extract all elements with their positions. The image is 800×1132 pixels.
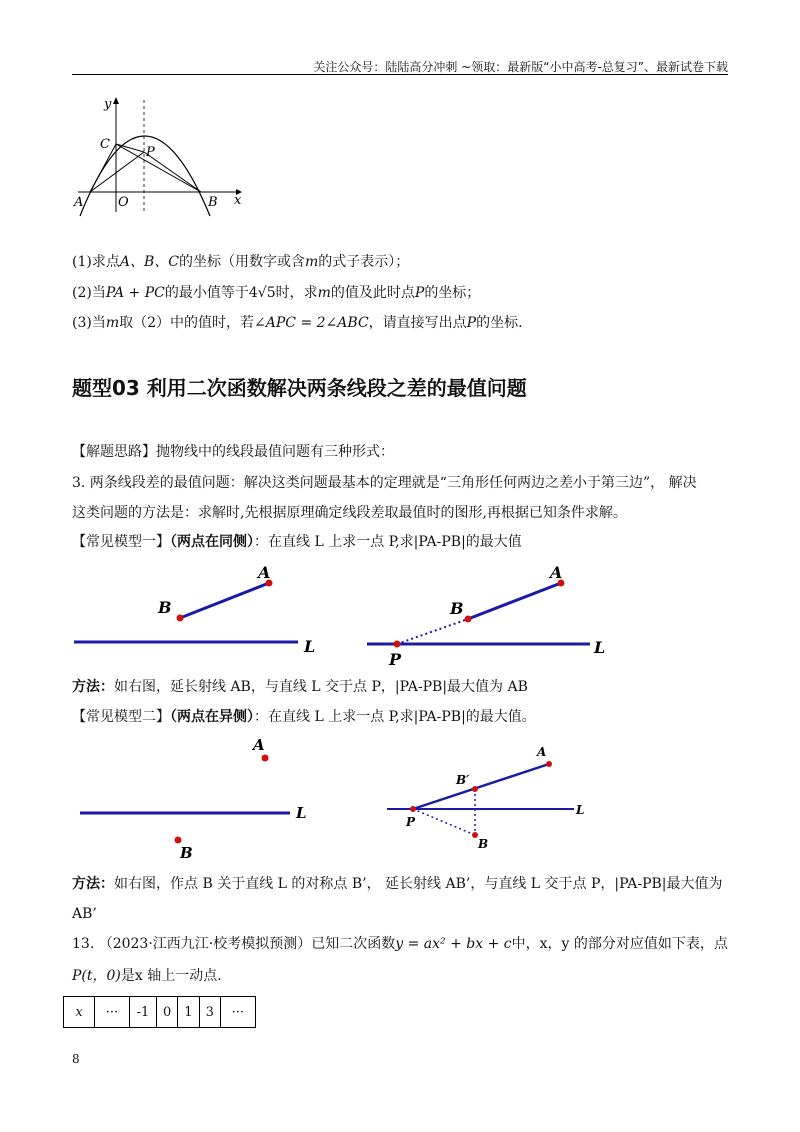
model1-method: 方法：如右图，延长射线 AB，与直线 L 交于点 P，|PA-PB|最大值为 AB — [72, 679, 528, 695]
label-a: A — [537, 745, 547, 759]
label-l: L — [304, 637, 316, 656]
question-2: (2)当PA + PC的最小值等于4√5时，求m的值及此时点P的坐标； — [72, 285, 481, 301]
model2-figure-right — [382, 740, 602, 855]
page-number: 8 — [72, 1052, 80, 1066]
segment-ab — [180, 583, 269, 618]
label-b: B — [478, 837, 489, 851]
model1-figure-left — [72, 558, 332, 668]
table-cell: ··· — [95, 997, 130, 1028]
problem13-line1: 13. （2023·江西九江·校考模拟预测）已知二次函数y = ax² + bx + c中，x，y 的部分对应值如下表，点 — [72, 936, 728, 952]
label-l: L — [594, 638, 606, 657]
label-a: A — [258, 563, 271, 582]
tips-item3-line1: 3. 两条线段差的最值问题：解决这类问题最基本的定理就是“三角形任何两边之差小于第三边”， 解决 — [72, 475, 697, 491]
segment-cb — [116, 144, 201, 192]
model2-method-line1: 方法：如右图，作点 B 关于直线 L 的对称点 B’， 延长射线 AB’，与直线 L 交于点 P，|PA-PB|最大值为 — [72, 876, 723, 892]
tips-item3-line2: 这类问题的方法是：求解时,先根据原理确定线段差取最值时的图形,再根据已知条件求解。 — [72, 505, 627, 521]
table-cell: 3 — [199, 997, 220, 1028]
label-b: B — [180, 844, 193, 862]
header-rule — [72, 74, 728, 75]
y-axis-label: y — [104, 97, 112, 112]
point-p-label: P — [146, 145, 155, 160]
table-cell: ··· — [220, 997, 255, 1028]
point-b-label: B — [208, 195, 218, 210]
table-cell: 0 — [157, 997, 178, 1028]
label-p: P — [389, 650, 402, 668]
point-c-label: C — [100, 137, 110, 152]
point-a — [546, 761, 552, 767]
question-1: (1)求点A、B、C的坐标（用数字或含m的式子表示）； — [72, 254, 410, 270]
label-p: P — [406, 815, 416, 829]
table-row — [64, 997, 256, 1028]
table-cell: 1 — [178, 997, 199, 1028]
value-table — [63, 996, 256, 1028]
y-axis-arrow — [113, 97, 119, 104]
model2-heading: 【常见模型二】（两点在异侧）：在直线 L 上求一点 P,求|PA-PB|的最大值。 — [72, 709, 536, 725]
point-a-label: A — [74, 195, 84, 210]
tips-line: 【解题思路】抛物线中的线段最值问题有三种形式： — [72, 444, 394, 460]
point-b — [465, 616, 472, 623]
label-l: L — [576, 803, 585, 817]
extension-ray — [397, 619, 468, 644]
label-a: A — [253, 736, 265, 754]
model2-figure-left — [72, 730, 332, 865]
label-a: A — [550, 563, 563, 582]
x-axis-label: x — [234, 193, 242, 208]
point-p — [394, 641, 401, 648]
label-b: B — [158, 598, 172, 617]
table-cell: x — [64, 997, 95, 1028]
section-title: 题型03 利用二次函数解决两条线段之差的最值问题 — [72, 376, 527, 400]
segment-pb — [413, 809, 475, 835]
model1-figure-right — [362, 558, 622, 668]
model1-heading: 【常见模型一】（两点在同侧）：在直线 L 上求一点 P,求|PA-PB|的最大值 — [72, 534, 522, 550]
parabola-figure — [68, 92, 248, 217]
segment-ab — [468, 583, 561, 619]
point-b-prime — [472, 786, 478, 792]
point-b — [177, 615, 184, 622]
page-header: 关注公众号：陆陆高分冲刺 ~领取：最新版“小中高考-总复习”、最新试卷下载 — [313, 60, 728, 74]
label-b-prime: B′ — [456, 773, 470, 787]
segment-ap — [90, 152, 144, 192]
ray-ab-prime — [413, 764, 549, 809]
question-3: (3)当m取（2）中的值时，若∠APC = 2∠ABC，请直接写出点P的坐标. — [72, 315, 523, 331]
table-cell: -1 — [130, 997, 157, 1028]
point-a — [262, 755, 269, 762]
problem13-line2: P(t，0)是x 轴上一动点. — [72, 968, 222, 984]
point-b — [175, 837, 182, 844]
label-b: B — [450, 599, 464, 618]
point-p — [410, 806, 416, 812]
model2-method-line2: AB’ — [72, 906, 97, 922]
origin-label: O — [118, 195, 129, 210]
label-l: L — [296, 804, 307, 822]
